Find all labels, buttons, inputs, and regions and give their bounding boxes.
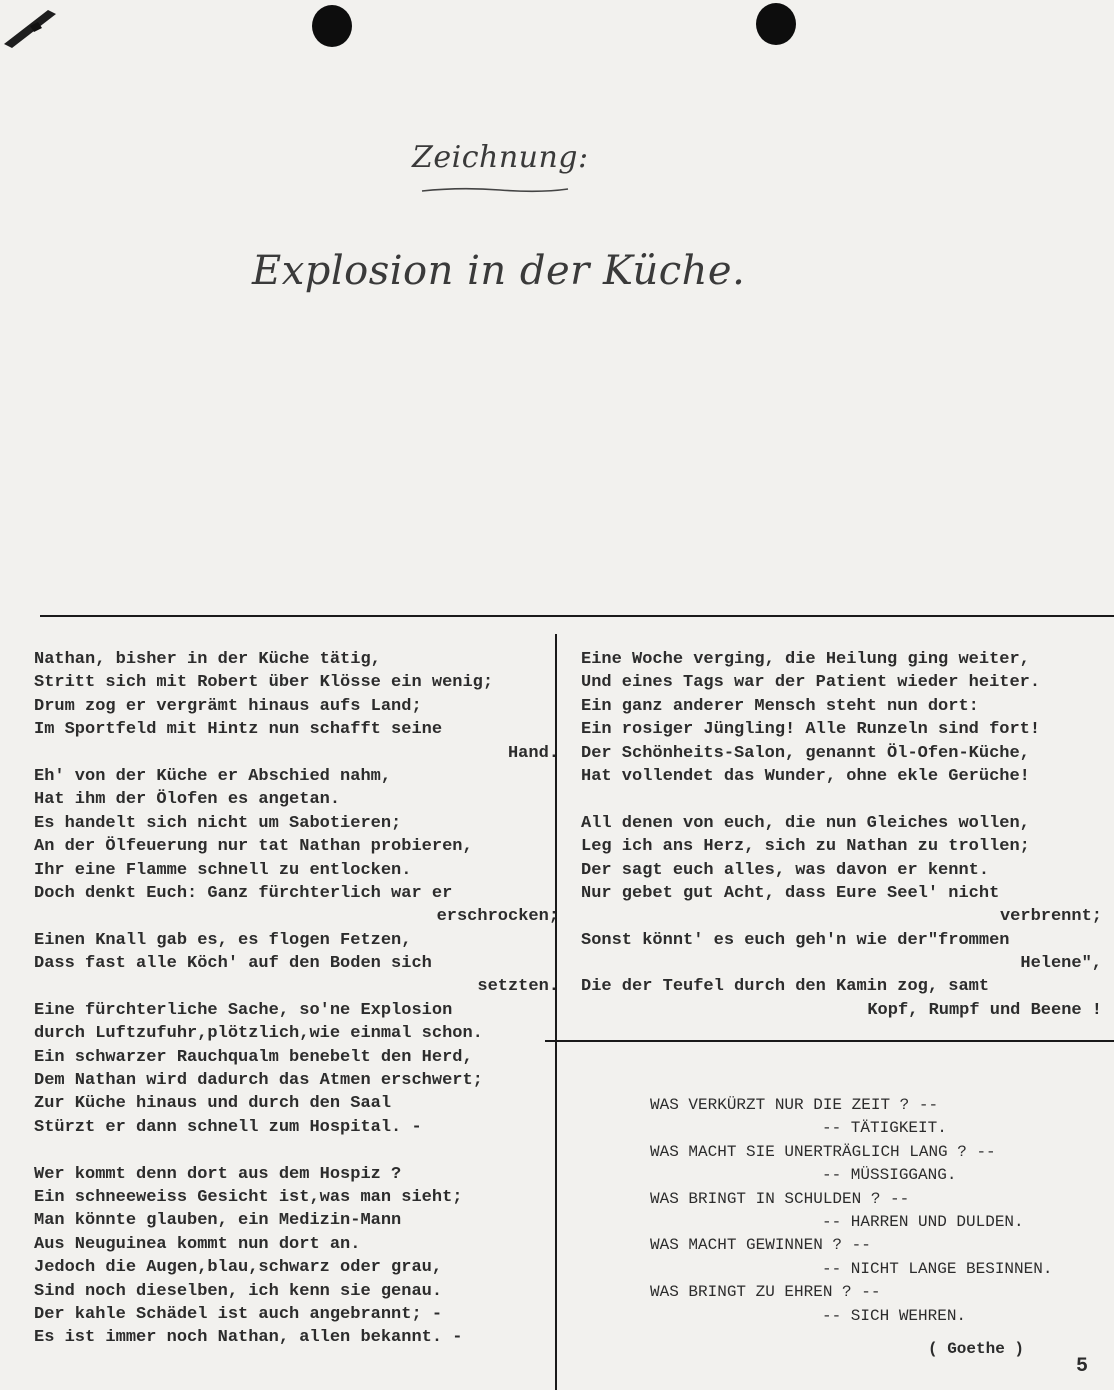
poem-left-column [34,648,559,1350]
quote-question: WAS MACHT GEWINNEN ? -- [650,1236,871,1255]
quote-answer: -- MÜSSIGGANG. [822,1166,957,1185]
poem-line: Helene", [1020,954,1102,974]
poem-line: Hat ihm der Ölofen es angetan. [34,790,341,810]
poem-line: An der Ölfeuerung nur tat Nathan probieren, [34,837,473,857]
poem-line: Nathan, bisher in der Küche tätig, [34,650,381,669]
poem-line: Ihr eine Flamme schnell zu entlocken. [34,860,412,880]
handwritten-subtitle: Explosion in der Küche. [252,248,746,294]
goethe-quote [650,1094,1100,1361]
quote-answer: -- NICHT LANGE BESINNEN. [822,1259,1053,1278]
poem-line: Hat vollendet das Wunder, ohne ekle Gerüche! [581,766,1030,786]
poem-line: Die der Teufel durch den Kamin zog, samt [581,977,990,997]
title-underline [420,185,570,195]
poem-line: Jedoch die Augen,blau,schwarz oder grau, [34,1258,443,1278]
right-column-rule [545,1040,1114,1042]
quote-author: ( Goethe ) [928,1339,1025,1358]
poem-line: Einen Knall gab es, es flogen Fetzen, [34,930,412,950]
horizontal-rule [40,615,1114,617]
poem-line: Kopf, Rumpf und Beene ! [867,1000,1102,1020]
poem-line [581,788,1102,811]
punch-hole-left [312,5,352,47]
poem-line: setzten. [477,977,559,997]
poem-line: Und eines Tags war der Patient wieder heiter. [581,673,1041,693]
poem-line: Wer kommt denn dort aus dem Hospiz ? [34,1164,402,1184]
poem-line: Stritt sich mit Robert über Klösse ein wenig; [34,673,494,693]
poem-line: Ein schneeweiss Gesicht ist,was man sieht; [34,1187,463,1207]
poem-line: Eh' von der Küche er Abschied nahm, [34,766,392,786]
quote-answer: -- TÄTIGKEIT. [822,1119,947,1138]
ink-smudge [0,4,60,50]
poem-line: Ein ganz anderer Mensch steht nun dort: [581,696,979,716]
poem-line: Hand. [507,743,559,763]
quote-answer: -- SICH WEHREN. [822,1306,967,1325]
poem-line: Zur Küche hinaus und durch den Saal [34,1094,392,1114]
poem-line: Sind noch dieselben, ich kenn sie genau. [34,1281,443,1301]
quote-question: WAS BRINGT IN SCHULDEN ? -- [650,1189,910,1208]
poem-line: Nur gebet gut Acht, dass Eure Seel' nicht [581,883,1000,903]
poem-line: Im Sportfeld mit Hintz nun schafft seine [34,720,443,740]
poem-line: erschrocken; [436,907,559,927]
poem-line: Eine Woche verging, die Heilung ging weiter, [581,650,1030,669]
poem-line: Dass fast alle Köch' auf den Boden sich [34,954,432,974]
poem-line: Aus Neuguinea kommt nun dort an. [34,1234,361,1254]
poem-line: Der sagt euch alles, was davon er kennt. [581,860,990,880]
poem-line: Ein rosiger Jüngling! Alle Runzeln sind fort! [581,720,1041,740]
quote-question: WAS VERKÜRZT NUR DIE ZEIT ? -- [650,1096,939,1114]
poem-line: durch Luftzufuhr,plötzlich,wie einmal schon. [34,1024,483,1044]
poem-line: Der kahle Schädel ist auch angebrannt; - [34,1304,443,1324]
poem-line: Man könnte glauben, ein Medizin-Mann [34,1211,402,1231]
page-number: 5 [1076,1355,1089,1378]
poem-line: All denen von euch, die nun Gleiches wollen, [581,813,1030,833]
handwritten-title: Zeichnung: [412,140,589,175]
poem-line: Doch denkt Euch: Ganz fürchterlich war er [34,883,453,903]
poem-line: Es handelt sich nicht um Sabotieren; [34,813,402,833]
poem-line: Leg ich ans Herz, sich zu Nathan zu trollen; [581,837,1030,857]
poem-right-column [581,648,1102,1022]
poem-line: Eine fürchterliche Sache, so'ne Explosion [34,1000,453,1020]
poem-line: Dem Nathan wird dadurch das Atmen erschwert; [34,1071,483,1091]
poem-line: Drum zog er vergrämt hinaus aufs Land; [34,696,422,716]
poem-line: verbrennt; [999,907,1102,927]
poem-line [34,1139,559,1162]
poem-line: Der Schönheits-Salon, genannt Öl-Ofen-Küche, [581,743,1030,763]
poem-line: Es ist immer noch Nathan, allen bekannt. - [34,1328,463,1348]
quote-question: WAS MACHT SIE UNERTRÄGLICH LANG ? -- [650,1142,996,1161]
poem-line: Stürzt er dann schnell zum Hospital. - [34,1117,422,1137]
poem-line: Ein schwarzer Rauchqualm benebelt den Herd, [34,1047,473,1067]
punch-hole-right [756,3,796,45]
poem-line: Sonst könnt' es euch geh'n wie der"frommen [581,930,1010,950]
quote-answer: -- HARREN UND DULDEN. [822,1212,1024,1231]
quote-question: WAS BRINGT ZU EHREN ? -- [650,1283,881,1302]
